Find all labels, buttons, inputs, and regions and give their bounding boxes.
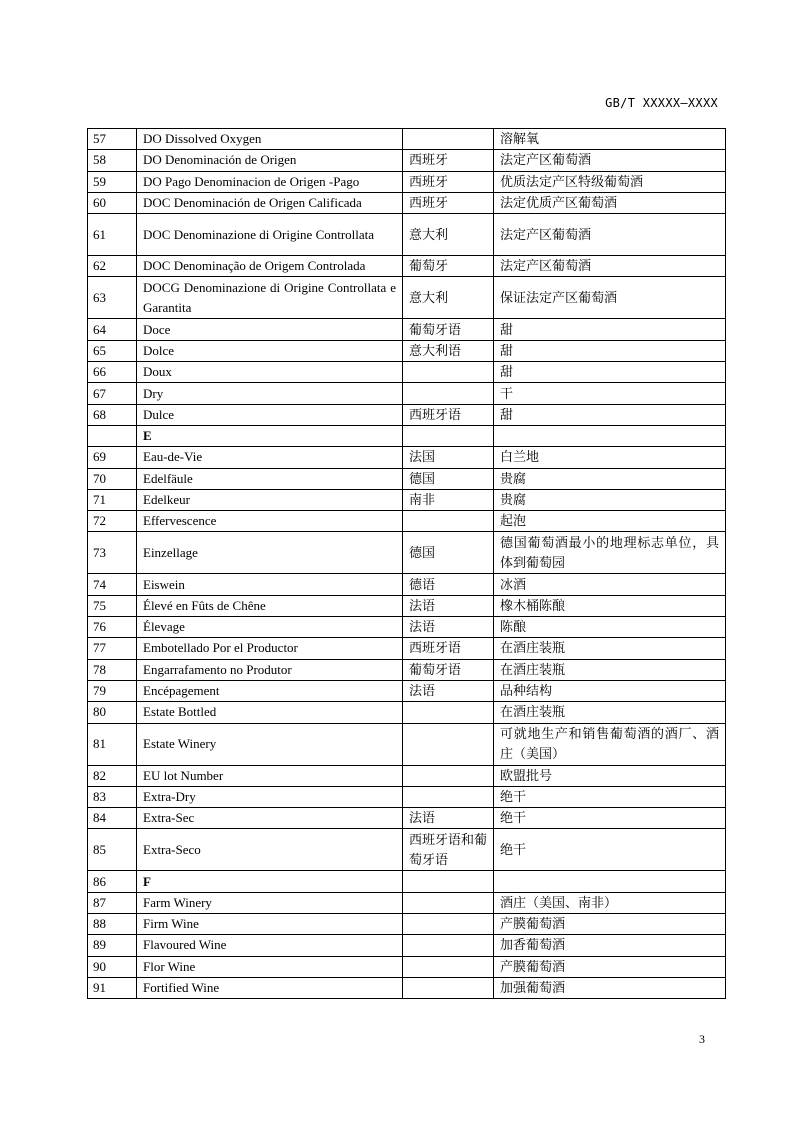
term-cell: Élevé en Fûts de Chêne: [137, 595, 403, 616]
term-cell: Embotellado Por el Productor: [137, 638, 403, 659]
origin-cell: [403, 511, 494, 532]
table-row: [88, 723, 726, 765]
origin-cell: 德国: [403, 468, 494, 489]
meaning-cell: [494, 425, 726, 446]
origin-cell: 南非: [403, 489, 494, 510]
row-number: 69: [88, 447, 137, 468]
meaning-cell: 甜: [494, 404, 726, 425]
table-row: [88, 702, 726, 723]
row-number: 66: [88, 362, 137, 383]
row-number: 67: [88, 383, 137, 404]
origin-cell: [403, 977, 494, 998]
meaning-cell: 白兰地: [494, 447, 726, 468]
row-number: 82: [88, 765, 137, 786]
row-number: 85: [88, 829, 137, 871]
row-number: 75: [88, 595, 137, 616]
table-row: [88, 129, 726, 150]
row-number: 62: [88, 256, 137, 277]
table-row: [88, 765, 726, 786]
row-number: 87: [88, 892, 137, 913]
meaning-cell: 甜: [494, 340, 726, 361]
term-cell: DO Dissolved Oxygen: [137, 129, 403, 150]
term-cell: Encépagement: [137, 680, 403, 701]
meaning-cell: 产膜葡萄酒: [494, 956, 726, 977]
term-cell: DOC Denominazione di Origine Controllata: [137, 214, 403, 256]
origin-cell: [403, 425, 494, 446]
term-cell: E: [137, 425, 403, 446]
table-row: [88, 340, 726, 361]
meaning-cell: 绝干: [494, 808, 726, 829]
origin-cell: 西班牙: [403, 192, 494, 213]
origin-cell: 葡萄牙: [403, 256, 494, 277]
meaning-cell: 在酒庄装瓶: [494, 702, 726, 723]
row-number: 79: [88, 680, 137, 701]
origin-cell: [403, 956, 494, 977]
term-cell: DO Pago Denominacion de Origen -Pago: [137, 171, 403, 192]
table-row: [88, 977, 726, 998]
term-cell: Estate Bottled: [137, 702, 403, 723]
table-row: [88, 892, 726, 913]
meaning-cell: 优质法定产区特级葡萄酒: [494, 171, 726, 192]
term-cell: DOC Denominação de Origem Controlada: [137, 256, 403, 277]
row-number: 70: [88, 468, 137, 489]
origin-cell: 西班牙: [403, 171, 494, 192]
table-row: [88, 638, 726, 659]
table-row: [88, 192, 726, 213]
table-row: [88, 171, 726, 192]
meaning-cell: 陈酿: [494, 617, 726, 638]
meaning-cell: 在酒庄装瓶: [494, 659, 726, 680]
origin-cell: 法语: [403, 595, 494, 616]
term-cell: DO Denominación de Origen: [137, 150, 403, 171]
term-cell: Extra-Dry: [137, 786, 403, 807]
section-header-row: [88, 425, 726, 446]
row-number: 68: [88, 404, 137, 425]
meaning-cell: 绝干: [494, 829, 726, 871]
table-row: [88, 277, 726, 319]
row-number: 63: [88, 277, 137, 319]
meaning-cell: 法定优质产区葡萄酒: [494, 192, 726, 213]
row-number: 83: [88, 786, 137, 807]
term-cell: DOC Denominación de Origen Calificada: [137, 192, 403, 213]
row-number: 71: [88, 489, 137, 510]
table-row: [88, 595, 726, 616]
meaning-cell: 甜: [494, 362, 726, 383]
origin-cell: 葡萄牙语: [403, 659, 494, 680]
row-number: 74: [88, 574, 137, 595]
table-row: [88, 489, 726, 510]
row-number: 91: [88, 977, 137, 998]
table-row: [88, 786, 726, 807]
table-row: [88, 362, 726, 383]
meaning-cell: 可就地生产和销售葡萄酒的酒厂、酒庄（美国）: [494, 723, 726, 765]
origin-cell: 法语: [403, 617, 494, 638]
table-row: [88, 617, 726, 638]
origin-cell: 西班牙语: [403, 404, 494, 425]
term-cell: Extra-Seco: [137, 829, 403, 871]
meaning-cell: 甜: [494, 319, 726, 340]
table-row: [88, 956, 726, 977]
table-row: [88, 150, 726, 171]
table-row: [88, 532, 726, 574]
row-number: 61: [88, 214, 137, 256]
meaning-cell: 溶解氧: [494, 129, 726, 150]
term-cell: F: [137, 871, 403, 892]
origin-cell: 法语: [403, 808, 494, 829]
row-number: 64: [88, 319, 137, 340]
term-cell: DOCG Denominazione di Origine Controllata e Garantita: [137, 277, 403, 319]
origin-cell: [403, 383, 494, 404]
row-number: 80: [88, 702, 137, 723]
table-row: [88, 447, 726, 468]
origin-cell: 葡萄牙语: [403, 319, 494, 340]
table-row: [88, 511, 726, 532]
row-number: 84: [88, 808, 137, 829]
table-row: [88, 574, 726, 595]
table-row: [88, 914, 726, 935]
term-cell: Extra-Sec: [137, 808, 403, 829]
row-number: 86: [88, 871, 137, 892]
meaning-cell: 欧盟批号: [494, 765, 726, 786]
row-number: 88: [88, 914, 137, 935]
table-row: [88, 659, 726, 680]
table-row: [88, 808, 726, 829]
meaning-cell: [494, 871, 726, 892]
meaning-cell: 法定产区葡萄酒: [494, 214, 726, 256]
origin-cell: [403, 892, 494, 913]
table-row: [88, 214, 726, 256]
section-header-row: [88, 871, 726, 892]
row-number: 65: [88, 340, 137, 361]
meaning-cell: 贵腐: [494, 468, 726, 489]
term-cell: EU lot Number: [137, 765, 403, 786]
table-row: [88, 829, 726, 871]
term-cell: Doux: [137, 362, 403, 383]
row-number: 90: [88, 956, 137, 977]
origin-cell: 西班牙: [403, 150, 494, 171]
meaning-cell: 在酒庄装瓶: [494, 638, 726, 659]
meaning-cell: 酒庄（美国、南非）: [494, 892, 726, 913]
origin-cell: 西班牙语: [403, 638, 494, 659]
meaning-cell: 德国葡萄酒最小的地理标志单位，具体到葡萄园: [494, 532, 726, 574]
row-number: 78: [88, 659, 137, 680]
term-cell: Effervescence: [137, 511, 403, 532]
term-cell: Eiswein: [137, 574, 403, 595]
origin-cell: [403, 786, 494, 807]
meaning-cell: 起泡: [494, 511, 726, 532]
origin-cell: [403, 871, 494, 892]
origin-cell: [403, 914, 494, 935]
term-cell: Farm Winery: [137, 892, 403, 913]
meaning-cell: 法定产区葡萄酒: [494, 150, 726, 171]
table-row: [88, 383, 726, 404]
term-cell: Edelfäule: [137, 468, 403, 489]
row-number: 57: [88, 129, 137, 150]
row-number: 77: [88, 638, 137, 659]
meaning-cell: 绝干: [494, 786, 726, 807]
origin-cell: 法国: [403, 447, 494, 468]
meaning-cell: 产膜葡萄酒: [494, 914, 726, 935]
origin-cell: 法语: [403, 680, 494, 701]
origin-cell: 意大利: [403, 214, 494, 256]
meaning-cell: 贵腐: [494, 489, 726, 510]
origin-cell: 意大利: [403, 277, 494, 319]
meaning-cell: 冰酒: [494, 574, 726, 595]
term-cell: Flor Wine: [137, 956, 403, 977]
term-cell: Dulce: [137, 404, 403, 425]
term-cell: Edelkeur: [137, 489, 403, 510]
row-number: 81: [88, 723, 137, 765]
meaning-cell: 品种结构: [494, 680, 726, 701]
term-cell: Dry: [137, 383, 403, 404]
meaning-cell: 法定产区葡萄酒: [494, 256, 726, 277]
row-number: [88, 425, 137, 446]
row-number: 59: [88, 171, 137, 192]
origin-cell: [403, 129, 494, 150]
table-row: [88, 680, 726, 701]
terms-table-body: [88, 129, 726, 999]
origin-cell: [403, 935, 494, 956]
term-cell: Engarrafamento no Produtor: [137, 659, 403, 680]
origin-cell: [403, 362, 494, 383]
terms-table: [87, 128, 726, 999]
meaning-cell: 加香葡萄酒: [494, 935, 726, 956]
meaning-cell: 加强葡萄酒: [494, 977, 726, 998]
term-cell: Dolce: [137, 340, 403, 361]
origin-cell: 意大利语: [403, 340, 494, 361]
table-row: [88, 319, 726, 340]
term-cell: Fortified Wine: [137, 977, 403, 998]
term-cell: Eau-de-Vie: [137, 447, 403, 468]
row-number: 73: [88, 532, 137, 574]
row-number: 60: [88, 192, 137, 213]
table-row: [88, 935, 726, 956]
meaning-cell: 保证法定产区葡萄酒: [494, 277, 726, 319]
meaning-cell: 橡木桶陈酿: [494, 595, 726, 616]
page-number: 3: [699, 1032, 705, 1046]
origin-cell: 西班牙语和葡萄牙语: [403, 829, 494, 871]
term-cell: Élevage: [137, 617, 403, 638]
term-cell: Estate Winery: [137, 723, 403, 765]
origin-cell: [403, 723, 494, 765]
row-number: 76: [88, 617, 137, 638]
row-number: 72: [88, 511, 137, 532]
table-row: [88, 468, 726, 489]
term-cell: Einzellage: [137, 532, 403, 574]
table-row: [88, 404, 726, 425]
meaning-cell: 干: [494, 383, 726, 404]
term-cell: Firm Wine: [137, 914, 403, 935]
term-cell: Doce: [137, 319, 403, 340]
row-number: 89: [88, 935, 137, 956]
origin-cell: [403, 702, 494, 723]
table-row: [88, 256, 726, 277]
row-number: 58: [88, 150, 137, 171]
term-cell: Flavoured Wine: [137, 935, 403, 956]
origin-cell: 德语: [403, 574, 494, 595]
standard-code: GB/T XXXXX—XXXX: [605, 96, 718, 110]
origin-cell: [403, 765, 494, 786]
origin-cell: 德国: [403, 532, 494, 574]
